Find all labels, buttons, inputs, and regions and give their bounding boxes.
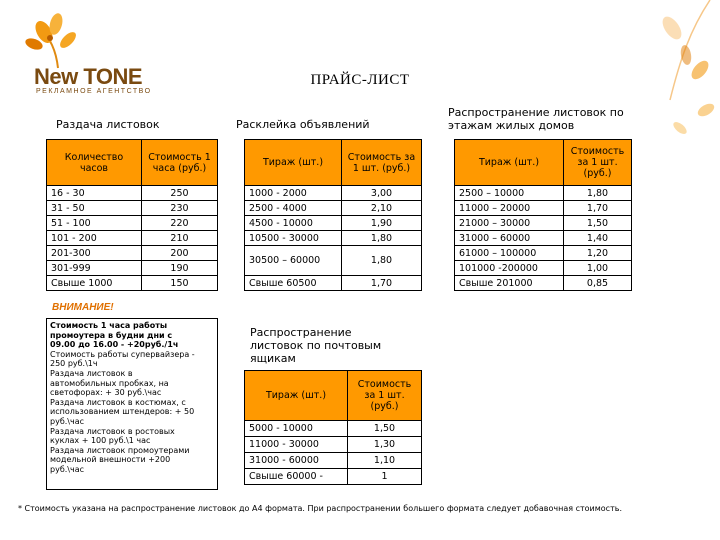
table-row [455, 246, 632, 261]
table-cell: 3,00 [342, 186, 422, 201]
table-header: Количество часов [47, 140, 142, 186]
table-row [245, 276, 422, 291]
mailbox-label: Распространение листовок по почтовым ящикам [250, 326, 382, 365]
note-line: 09.00 до 16.00 - +20руб./1ч [50, 340, 179, 350]
table-cell: 1 [348, 469, 422, 485]
table-header: Стоимость за 1 шт. (руб.) [342, 140, 422, 186]
note-line: Стоимость работы супервайзера - [50, 349, 195, 359]
table-row [245, 246, 422, 276]
table-cell: 1,30 [348, 437, 422, 453]
table-cell: Свыше 201000 [455, 276, 564, 291]
table-cell: 51 - 100 [47, 216, 142, 231]
posting-table [244, 139, 422, 291]
table-cell: 31000 - 60000 [245, 453, 348, 469]
table-header: Тираж (шт.) [245, 140, 342, 186]
note-line: использованием штендеров: + 50 [50, 407, 195, 417]
note-line: модельной внешности +200 [50, 455, 171, 465]
table-row [245, 421, 422, 437]
table-row [245, 186, 422, 201]
table-row [245, 216, 422, 231]
table-cell: 101000 -200000 [455, 261, 564, 276]
table-row [245, 453, 422, 469]
table-cell: 16 - 30 [47, 186, 142, 201]
table-header: Тираж (шт.) [455, 140, 564, 186]
table-cell: 220 [142, 216, 218, 231]
mailbox-table [244, 370, 422, 485]
table-cell: Свыше 1000 [47, 276, 142, 291]
table-cell: 11000 - 30000 [245, 437, 348, 453]
logo-flower-icon [20, 10, 150, 70]
table-cell: 1,90 [342, 216, 422, 231]
note-line: светофорах: + 30 руб.\час [50, 388, 162, 398]
table-cell: 10500 - 30000 [245, 231, 342, 246]
table-row [47, 261, 218, 276]
table-cell: 1,00 [564, 261, 632, 276]
table-cell: 200 [142, 246, 218, 261]
table-cell: 201-300 [47, 246, 142, 261]
table-row [455, 186, 632, 201]
table-cell: 2,10 [342, 201, 422, 216]
note-line: руб.\час [50, 464, 85, 474]
table-cell: 1,80 [342, 231, 422, 246]
table-cell: 101 - 200 [47, 231, 142, 246]
table-cell: 31000 – 60000 [455, 231, 564, 246]
table-cell: 250 [142, 186, 218, 201]
table-cell: 1,20 [564, 246, 632, 261]
table-row [47, 201, 218, 216]
table-cell: 1,50 [564, 216, 632, 231]
page-title: ПРАЙС-ЛИСТ [310, 72, 410, 88]
table-cell: 1000 - 2000 [245, 186, 342, 201]
note-line: промоутера в будни дни с [50, 330, 173, 340]
note-line: Раздача листовок промоутерами [50, 445, 190, 455]
table-cell: 210 [142, 231, 218, 246]
table-row [455, 201, 632, 216]
table-row [245, 469, 422, 485]
table-cell: 4500 - 10000 [245, 216, 342, 231]
table-header: Тираж (шт.) [245, 371, 348, 421]
table-cell: 21000 – 30000 [455, 216, 564, 231]
table-row [455, 231, 632, 246]
warning-notes [46, 318, 218, 490]
table-row [245, 437, 422, 453]
note-line: руб.\час [50, 416, 85, 426]
table-cell: 2500 – 10000 [455, 186, 564, 201]
table-cell: 30500 – 60000 [245, 246, 342, 276]
posting-label: Расклейка объявлений [236, 118, 370, 131]
table-row [455, 261, 632, 276]
table-row [47, 231, 218, 246]
note-line: автомобильных пробках, на [50, 378, 169, 388]
note-line: Раздача листовок в костюмах, с [50, 397, 186, 407]
table-row [47, 216, 218, 231]
table-row [245, 231, 422, 246]
floors-label: Распространение листовок по этажам жилых домов [448, 106, 624, 132]
table-row [47, 246, 218, 261]
brand-subtitle: РЕКЛАМНОЕ АГЕНТСТВО [36, 88, 152, 95]
table-cell: 1,10 [348, 453, 422, 469]
table-header: Стоимость 1 часа (руб.) [142, 140, 218, 186]
table-cell: 5000 - 10000 [245, 421, 348, 437]
distribution-table [46, 139, 218, 291]
table-cell: 150 [142, 276, 218, 291]
table-row [47, 276, 218, 291]
table-cell: Свыше 60500 [245, 276, 342, 291]
table-row [47, 186, 218, 201]
table-cell: 2500 - 4000 [245, 201, 342, 216]
brand-name: New TONE [34, 64, 143, 89]
footnote: * Стоимость указана на распространение листовок до А4 формата. При распространении большего формата следует добавочная стоимость. [18, 504, 622, 513]
table-cell: 0,85 [564, 276, 632, 291]
table-cell: 1,70 [564, 201, 632, 216]
table-cell: 301-999 [47, 261, 142, 276]
table-header: Стоимость за 1 шт. (руб.) [564, 140, 632, 186]
table-cell: Свыше 60000 - [245, 469, 348, 485]
table-cell: 230 [142, 201, 218, 216]
note-line: Раздача листовок в [50, 368, 133, 378]
table-row [245, 201, 422, 216]
table-cell: 1,80 [342, 246, 422, 276]
table-cell: 61000 – 100000 [455, 246, 564, 261]
table-cell: 1,80 [564, 186, 632, 201]
table-cell: 1,50 [348, 421, 422, 437]
note-line: 250 руб.\1ч [50, 359, 98, 369]
note-line: куклах + 100 руб.\1 час [50, 436, 151, 446]
table-cell: 11000 – 20000 [455, 201, 564, 216]
table-cell: 1,40 [564, 231, 632, 246]
table-cell: 1,70 [342, 276, 422, 291]
floors-table [454, 139, 632, 291]
table-row [455, 276, 632, 291]
table-cell: 190 [142, 261, 218, 276]
note-line: Раздача листовок в ростовых [50, 426, 175, 436]
table-cell: 31 - 50 [47, 201, 142, 216]
distribution-label: Раздача листовок [56, 118, 160, 131]
warning-label: ВНИМАНИЕ! [52, 302, 114, 313]
table-row [455, 216, 632, 231]
table-header: Стоимость за 1 шт. (руб.) [348, 371, 422, 421]
note-line: Стоимость 1 часа работы [50, 321, 168, 330]
